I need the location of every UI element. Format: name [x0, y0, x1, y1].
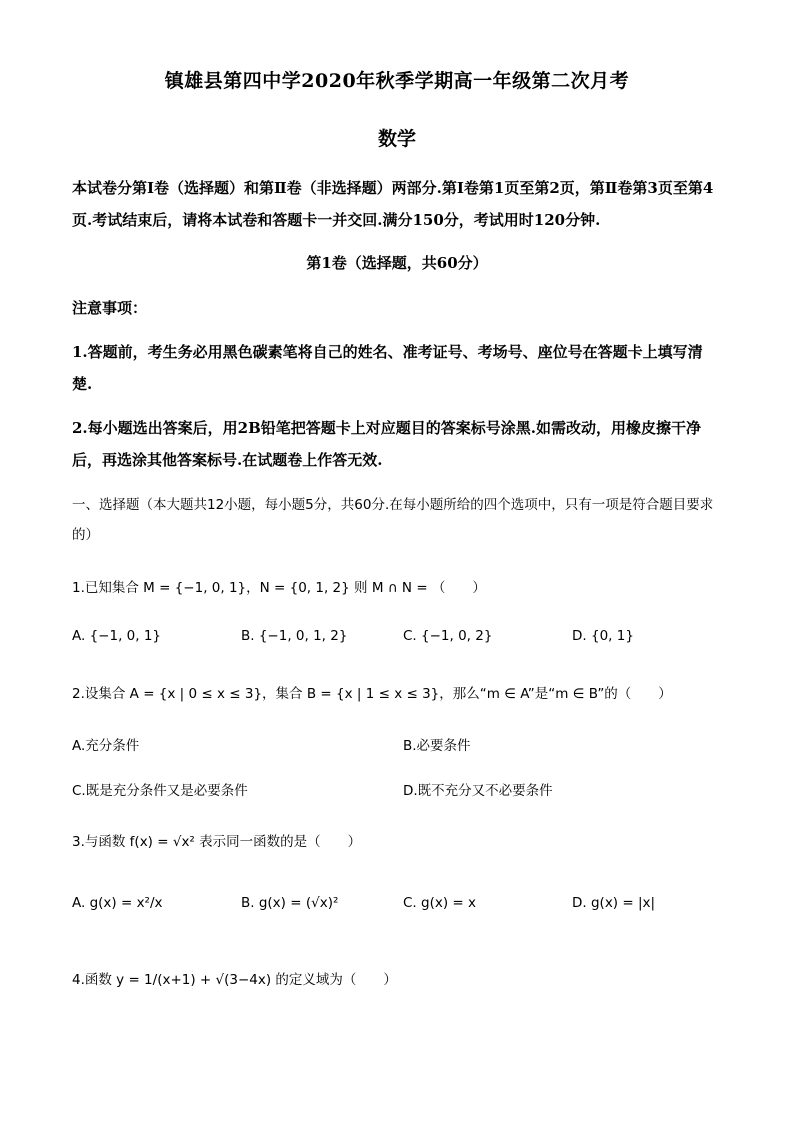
question-3-option-a: A. g(x) = x²/x	[72, 895, 163, 911]
note-1: 1.答题前，考生务必用黑色碳素笔将自己的姓名、准考证号、考场号、座位号在答题卡上填写清楚.	[72, 343, 703, 393]
question-2-option-c: C.既是充分条件又是必要条件	[72, 783, 248, 799]
question-1-option-d: D. {0, 1}	[572, 628, 634, 644]
question-3-option-c: C. g(x) = x	[403, 895, 476, 911]
question-2-option-a: A.充分条件	[72, 738, 140, 754]
question-3-option-d: D. g(x) = |x|	[572, 895, 656, 911]
question-2-stem: 2.设集合 A = {x | 0 ≤ x ≤ 3}，集合 B = {x | 1 ≤ x ≤ 3}，那么“m ∈ A”是“m ∈ B”的（ ）	[72, 686, 672, 702]
subject-title: 数学	[377, 128, 416, 150]
question-3-option-b: B. g(x) = (√x)²	[241, 895, 339, 911]
note-2: 2.每小题选出答案后，用2B铅笔把答题卡上对应题目的答案标号涂黑.如需改动，用橡皮擦干净后，再选涂其他答案标号.在试题卷上作答无效.	[72, 419, 702, 469]
question-2-option-b: B.必要条件	[403, 738, 471, 754]
part-instruction: 一、选择题（本大题共12小题，每小题5分，共60分.在每小题所给的四个选项中，只有一项是符合题目要求的）	[72, 497, 714, 543]
section-heading: 第1卷（选择题，共60分）	[306, 254, 488, 272]
question-1-stem: 1.已知集合 M = {−1, 0, 1}，N = {0, 1, 2} 则 M ∩ N = （ ）	[72, 580, 486, 596]
intro-paragraph: 本试卷分第Ⅰ卷（选择题）和第Ⅱ卷（非选择题）两部分.第Ⅰ卷第1页至第2页，第Ⅱ卷第3页至第4页.考试结束后，请将本试卷和答题卡一并交回.满分150分，考试用时120分钟.	[72, 179, 714, 229]
question-4-stem: 4.函数 y = 1/(x+1) + √(3−4x) 的定义域为（ ）	[72, 972, 397, 988]
question-2-option-d: D.既不充分又不必要条件	[403, 783, 553, 799]
question-1-option-b: B. {−1, 0, 1, 2}	[241, 628, 348, 644]
question-3-stem: 3.与函数 f(x) = √x² 表示同一函数的是（ ）	[72, 834, 362, 850]
exam-title: 镇雄县第四中学2020年秋季学期高一年级第二次月考	[164, 70, 630, 92]
question-1-option-a: A. {−1, 0, 1}	[72, 628, 162, 644]
notes-heading: 注意事项：	[72, 299, 148, 317]
question-1-option-c: C. {−1, 0, 2}	[403, 628, 493, 644]
